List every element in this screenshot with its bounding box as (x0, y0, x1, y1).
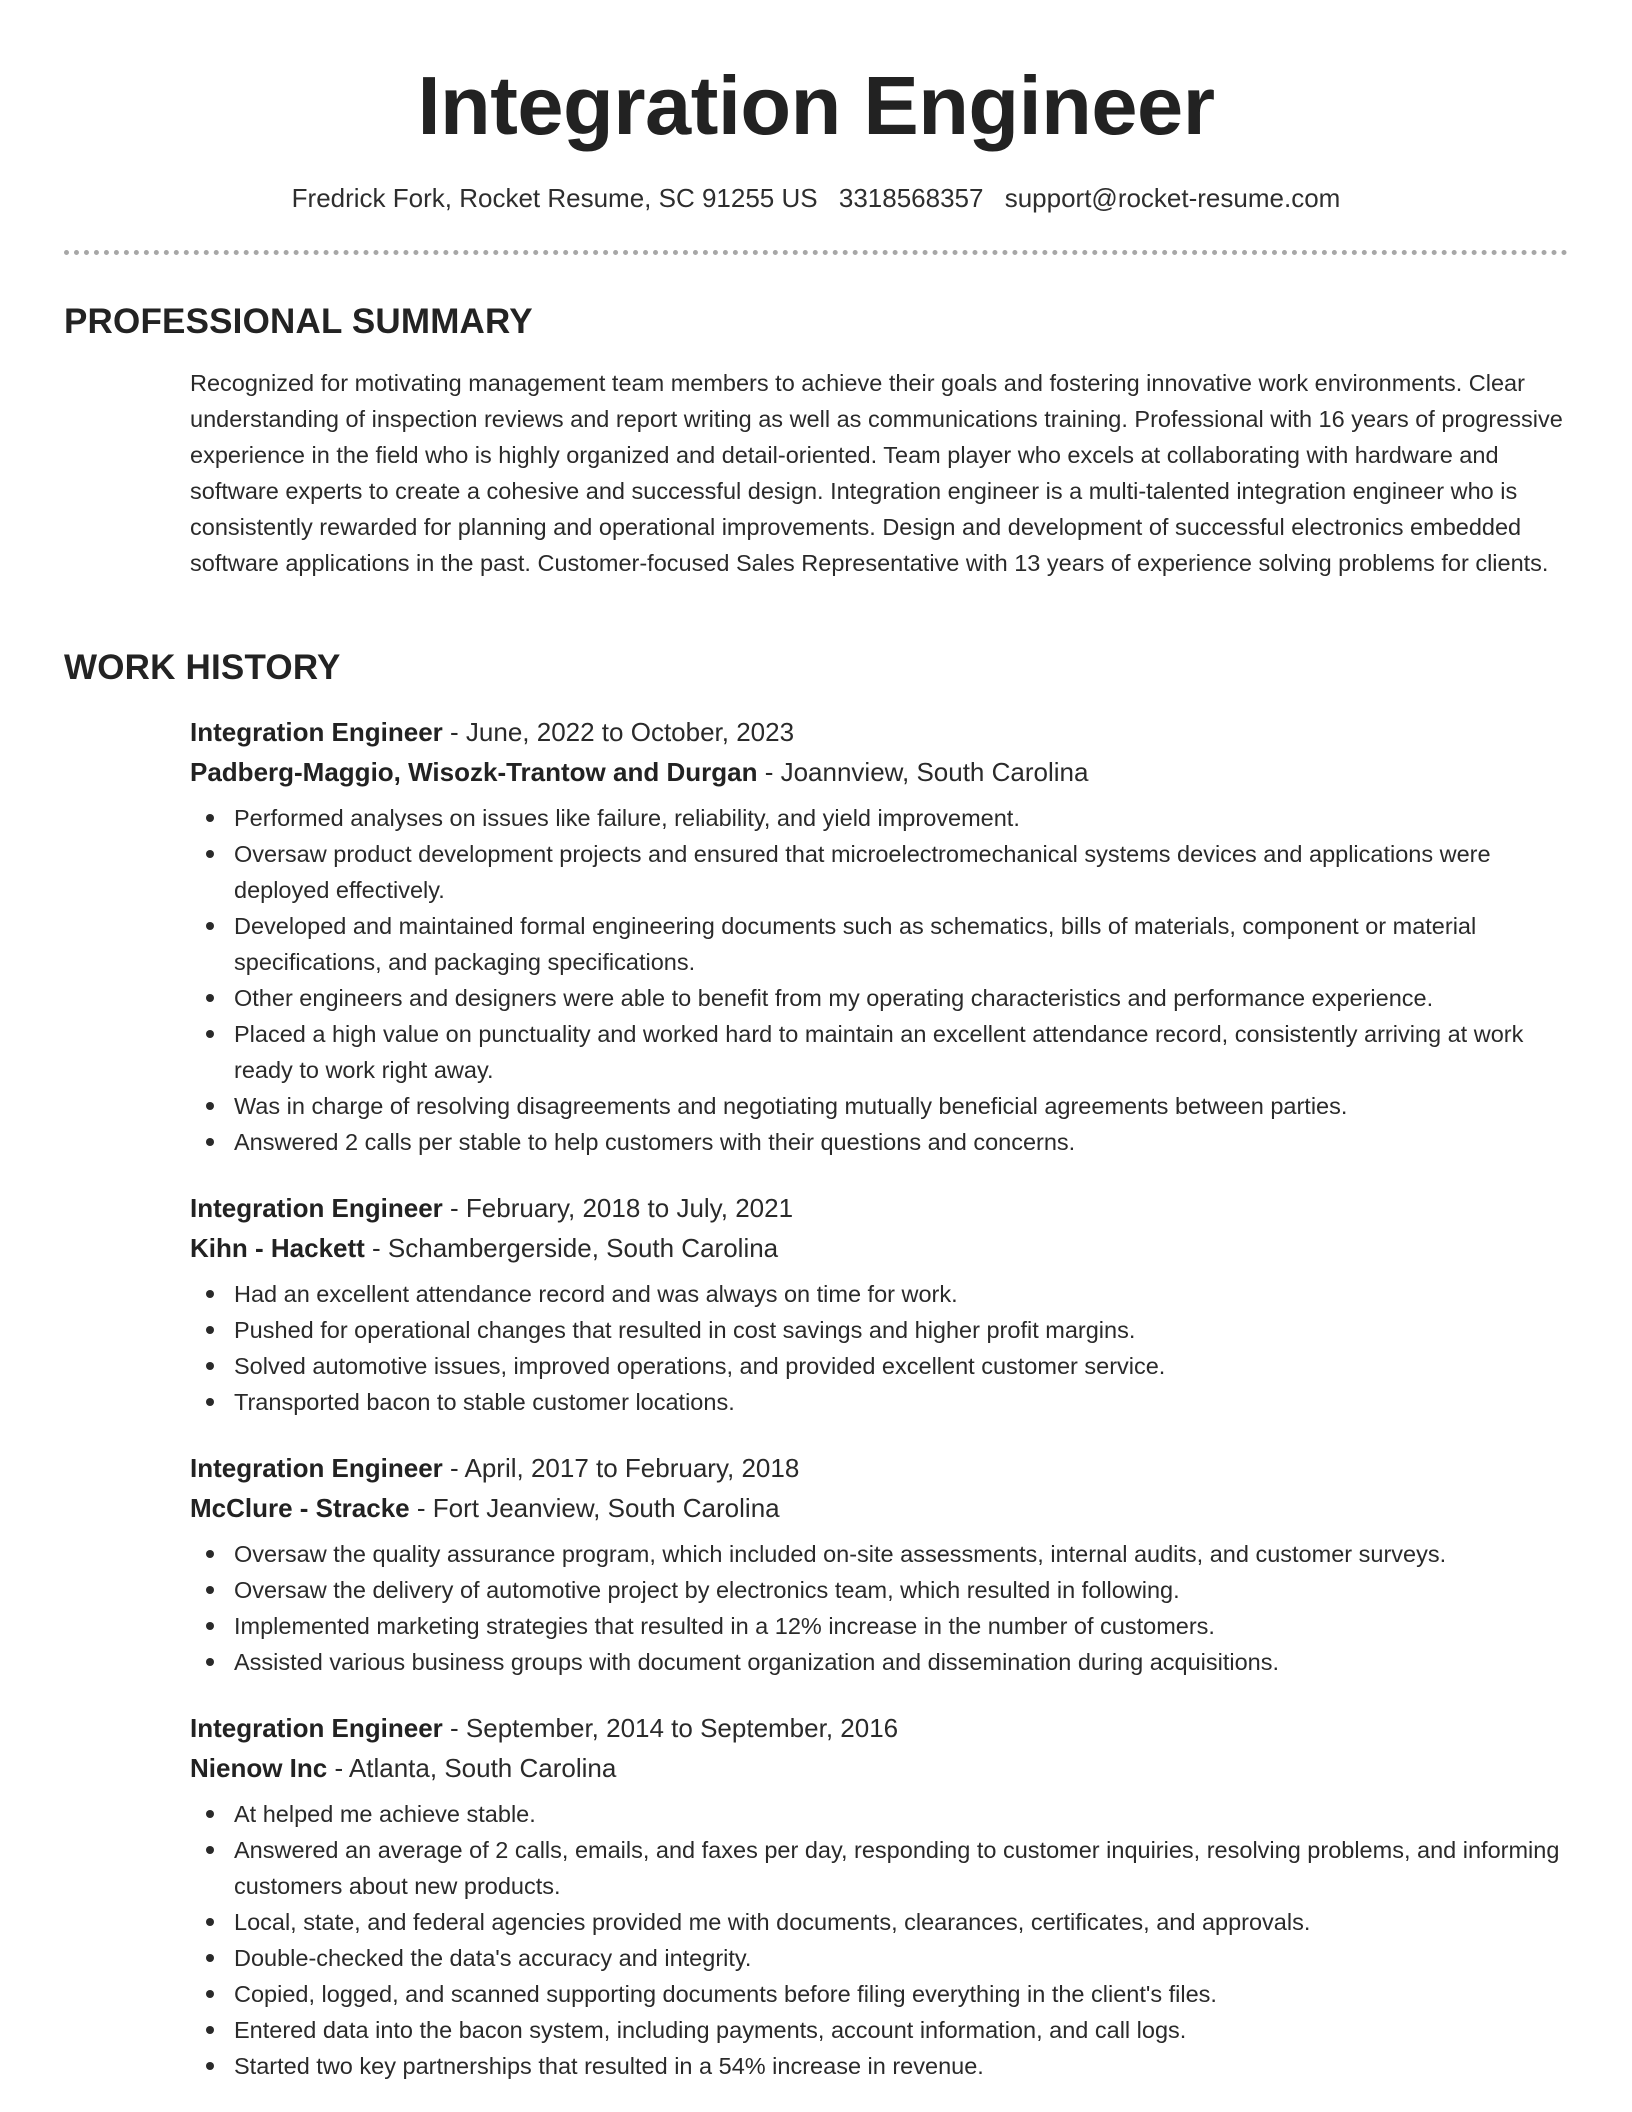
contact-line (0, 180, 1632, 216)
job-role: Integration Engineer (190, 1713, 443, 1743)
contact-phone: 3318568357 (838, 183, 984, 213)
job-bullet: Oversaw product development projects and ensured that microelectromechanical systems devices and applications were deployed effectively. (234, 836, 1575, 908)
job-bullet: Local, state, and federal agencies provided me with documents, clearances, certificates, and approvals. (234, 1904, 1575, 1940)
job-location: - Atlanta, South Carolina (327, 1753, 617, 1783)
job-bullet: Oversaw the delivery of automotive project by electronics team, which resulted in following. (234, 1572, 1575, 1608)
summary-heading: PROFESSIONAL SUMMARY (64, 302, 533, 341)
work-history-heading: WORK HISTORY (64, 648, 341, 687)
job-role: Integration Engineer (190, 1193, 443, 1223)
job-bullet-list (190, 1276, 1575, 1420)
job-bullet: Solved automotive issues, improved operations, and provided excellent customer service. (234, 1348, 1575, 1384)
job-bullet: Entered data into the bacon system, including payments, account information, and call logs. (234, 2012, 1575, 2048)
job-company-line (190, 1748, 1575, 1788)
job-company: Padberg-Maggio, Wisozk-Trantow and Durgan (190, 757, 758, 787)
job-company: Nienow Inc (190, 1753, 328, 1783)
work-history-list (190, 712, 1575, 2112)
job-bullet: Had an excellent attendance record and was always on time for work. (234, 1276, 1575, 1312)
job-bullet: Performed analyses on issues like failure, reliability, and yield improvement. (234, 800, 1575, 836)
job-company-line (190, 1228, 1575, 1268)
job-bullet: Answered 2 calls per stable to help customers with their questions and concerns. (234, 1124, 1575, 1160)
job-company: McClure - Stracke (190, 1493, 410, 1523)
job-bullet: Was in charge of resolving disagreements and negotiating mutually beneficial agreements between parties. (234, 1088, 1575, 1124)
job-company-line (190, 752, 1575, 792)
job-bullet: Answered an average of 2 calls, emails, and faxes per day, responding to customer inquiries, resolving problems, and informing customers about new products. (234, 1832, 1575, 1904)
job-dates: - June, 2022 to October, 2023 (442, 717, 795, 747)
job-title-line (190, 712, 1575, 752)
job-bullet-list (190, 1796, 1575, 2084)
job-entry (190, 1708, 1575, 2084)
job-company: Kihn - Hackett (190, 1233, 365, 1263)
job-bullet: Oversaw the quality assurance program, which included on-site assessments, internal audits, and customer surveys. (234, 1536, 1575, 1572)
job-entry (190, 712, 1575, 1160)
job-dates: - April, 2017 to February, 2018 (442, 1453, 800, 1483)
job-title-line (190, 1708, 1575, 1748)
job-bullet: Developed and maintained formal engineering documents such as schematics, bills of materials, component or material specifications, and packaging specifications. (234, 908, 1575, 980)
job-role: Integration Engineer (190, 1453, 443, 1483)
job-role: Integration Engineer (190, 717, 443, 747)
job-bullet: Pushed for operational changes that resulted in cost savings and higher profit margins. (234, 1312, 1575, 1348)
job-bullet: Placed a high value on punctuality and worked hard to maintain an excellent attendance record, consistently arriving at work ready to work right away. (234, 1016, 1575, 1088)
job-bullet: Double-checked the data's accuracy and integrity. (234, 1940, 1575, 1976)
job-dates: - February, 2018 to July, 2021 (442, 1193, 794, 1223)
contact-address: Fredrick Fork, Rocket Resume, SC 91255 US (291, 183, 818, 213)
summary-text: Recognized for motivating management team members to achieve their goals and fostering innovative work environments. Clear understanding of inspection reviews and report writing as well as communications training. Professional with 16 years of progressive experience in the field who is highly organized and detail-oriented. Team player who excels at collaborating with hardware and software experts to create a cohesive and successful design. Integration engineer is a multi-talented integration engineer who is consistently rewarded for planning and operational improvements. Design and development of successful electronics embedded software applications in the past. Customer-focused Sales Representative with 13 years of experience solving problems for clients. (190, 370, 1563, 576)
job-location: - Joannview, South Carolina (757, 757, 1089, 787)
job-entry (190, 1448, 1575, 1680)
job-dates: - September, 2014 to September, 2016 (442, 1713, 899, 1743)
job-bullet: Other engineers and designers were able to benefit from my operating characteristics and performance experience. (234, 980, 1575, 1016)
job-title-line (190, 1188, 1575, 1228)
job-bullet: At helped me achieve stable. (234, 1796, 1575, 1832)
job-location: - Fort Jeanview, South Carolina (409, 1493, 780, 1523)
header-divider (64, 250, 1568, 255)
job-bullet: Transported bacon to stable customer locations. (234, 1384, 1575, 1420)
job-bullet: Implemented marketing strategies that resulted in a 12% increase in the number of customers. (234, 1608, 1575, 1644)
job-bullet: Started two key partnerships that resulted in a 54% increase in revenue. (234, 2048, 1575, 2084)
job-title-line (190, 1448, 1575, 1488)
job-bullet: Assisted various business groups with document organization and dissemination during acquisitions. (234, 1644, 1575, 1680)
job-bullet: Copied, logged, and scanned supporting documents before filing everything in the client's files. (234, 1976, 1575, 2012)
job-bullet-list (190, 1536, 1575, 1680)
job-bullet-list (190, 800, 1575, 1160)
resume-title: Integration Engineer (417, 59, 1215, 152)
job-entry (190, 1188, 1575, 1420)
job-location: - Schambergerside, South Carolina (364, 1233, 779, 1263)
contact-email: support@rocket-resume.com (1004, 183, 1341, 213)
job-company-line (190, 1488, 1575, 1528)
